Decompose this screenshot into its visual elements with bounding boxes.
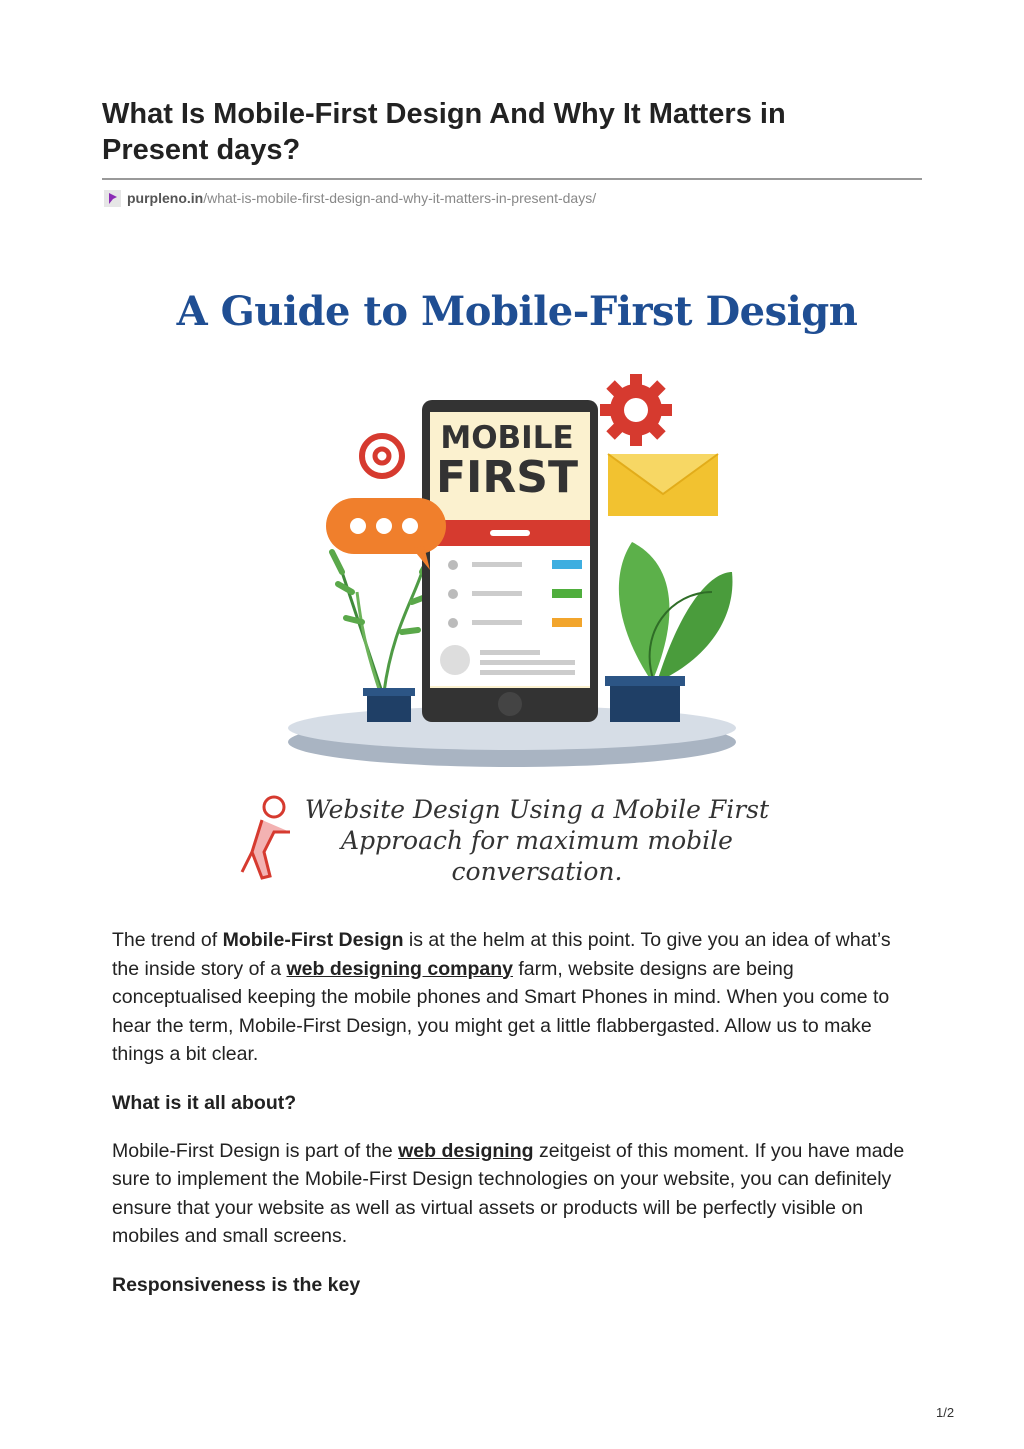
hero-caption: Website Design Using a Mobile First Approach for maximum mobile conversation. bbox=[304, 795, 770, 886]
link-web-designing[interactable]: web designing bbox=[398, 1139, 534, 1162]
at-sign-icon bbox=[362, 436, 402, 476]
article-body bbox=[112, 926, 922, 1319]
section-heading-responsiveness: Responsiveness is the key bbox=[112, 1273, 361, 1296]
source-domain: purpleno.in bbox=[127, 190, 204, 206]
source-link[interactable] bbox=[127, 188, 596, 208]
section-heading-about: What is it all about? bbox=[112, 1091, 297, 1114]
envelope-icon bbox=[608, 454, 718, 516]
page-number: 1/2 bbox=[936, 1405, 955, 1420]
title-divider bbox=[102, 178, 922, 180]
hero-title: A Guide to Mobile-First Design bbox=[176, 288, 858, 335]
gear-icon bbox=[600, 374, 672, 446]
runner-icon bbox=[242, 797, 290, 878]
paragraph-about: Mobile-First Design is part of the web designing zeitgeist of this moment. If you have made sure to implement the Mobile-First Design technologies on your website, you can definitely ensure that your website as well as virtual assets or products will be perfectly visible on mobiles and small screens. bbox=[112, 1139, 905, 1247]
bold-term: Mobile-First Design bbox=[222, 929, 404, 951]
plant-icon bbox=[332, 552, 432, 722]
favicon-icon bbox=[104, 190, 121, 207]
phone-label-mobile: MOBILE bbox=[440, 420, 574, 456]
source-line bbox=[104, 188, 596, 208]
link-web-designing-company[interactable]: web designing company bbox=[286, 957, 513, 980]
article-title: What Is Mobile-First Design And Why It Matters in Present days? bbox=[102, 98, 786, 166]
hero-image bbox=[112, 272, 922, 902]
paragraph-intro: The trend of Mobile-First Design is at the helm at this point. To give you an idea of what’s the inside story of a web designing company farm, website designs are being conceptualised keeping the mobile phones and Smart Phones in mind. When you come to hear the term, Mobile-First Design, you might get a little flabbergasted. Allow us to make things a bit clear. bbox=[112, 929, 891, 1065]
source-path: /what-is-mobile-first-design-and-why-it-matters-in-present-days/ bbox=[203, 190, 597, 206]
phone-label-first: FIRST bbox=[435, 452, 578, 503]
